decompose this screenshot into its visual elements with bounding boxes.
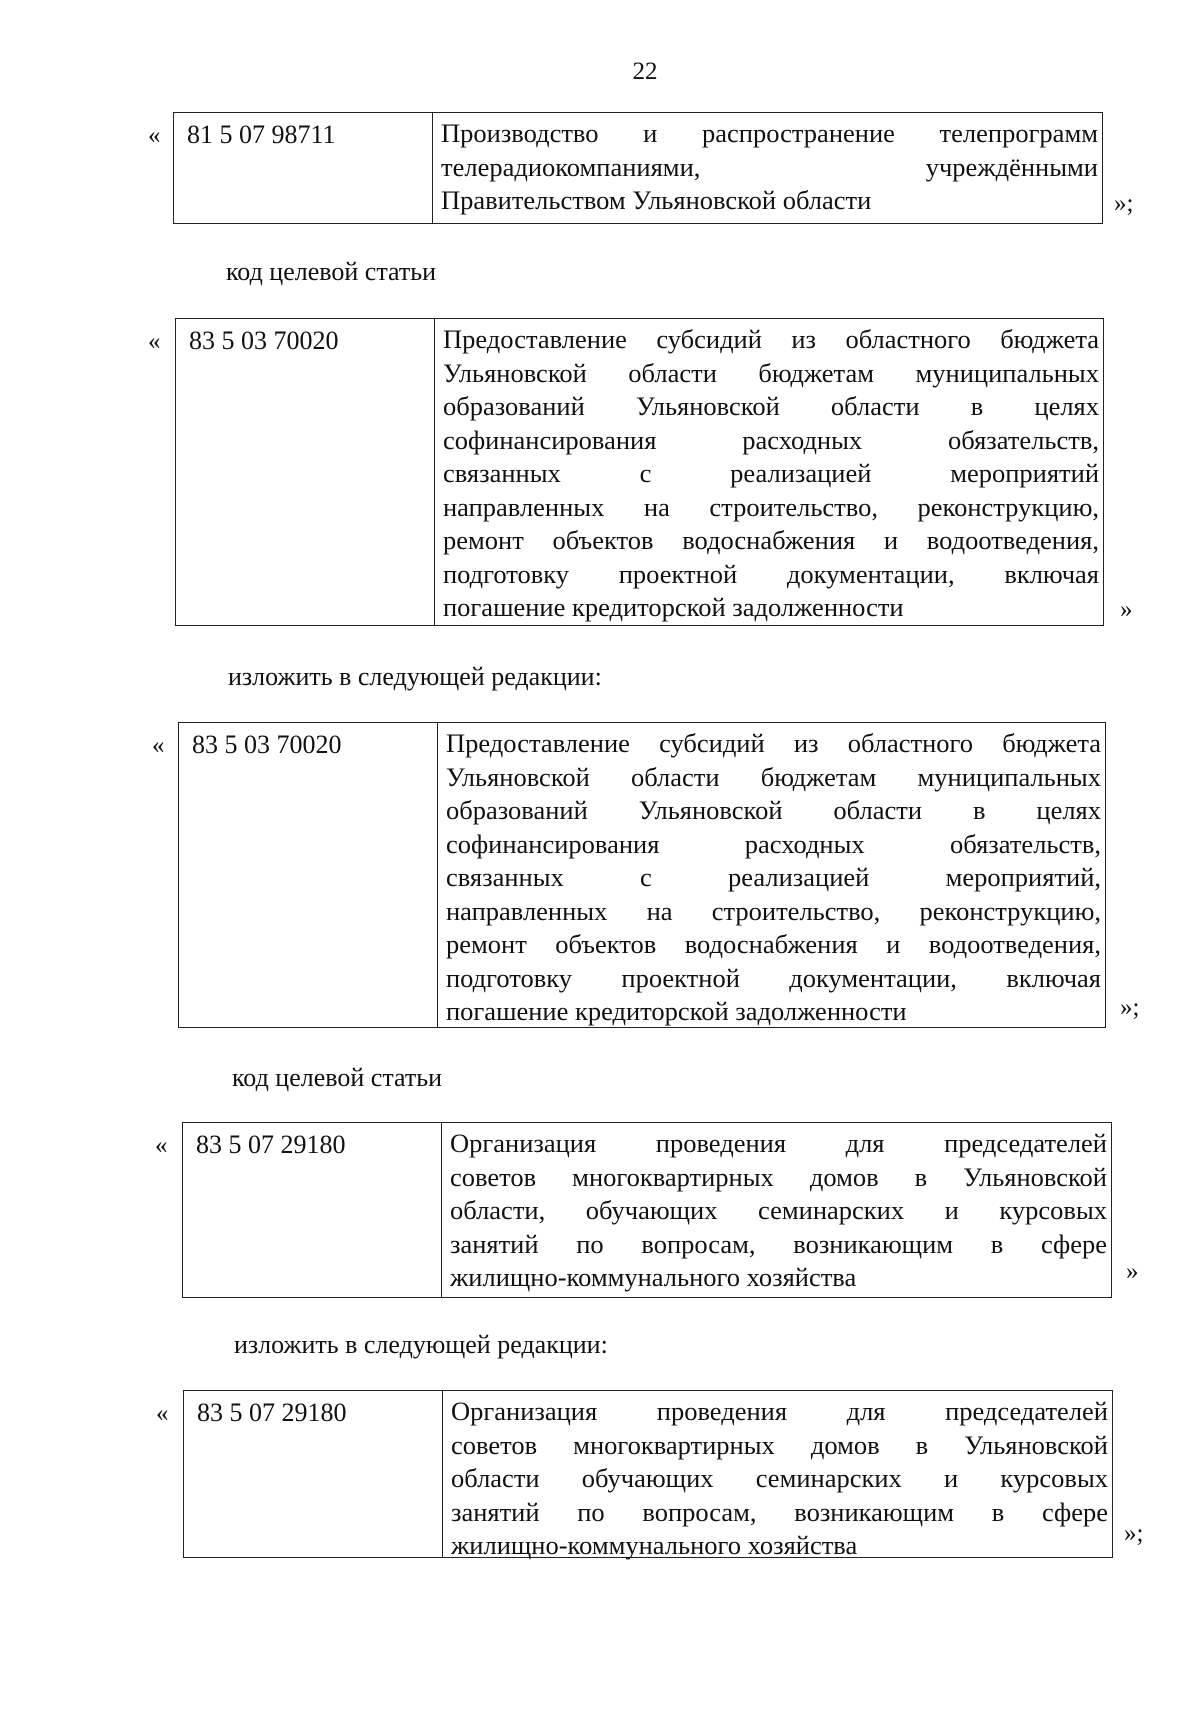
description-line: подготовку проектной документации, включая (446, 962, 1101, 993)
page-number: 22 (632, 58, 658, 85)
target-code-cell: 83 5 03 70020 (179, 723, 438, 1027)
caption-new-edition: изложить в следующей редакции: (228, 662, 602, 691)
description-line: советов многоквартирных домов в Ульяновской (450, 1161, 1107, 1192)
opening-quote: « (152, 732, 165, 759)
opening-quote: « (156, 1400, 169, 1427)
description-line: области обучающих семинарских и курсовых (451, 1463, 1108, 1493)
target-code-cell: 83 5 07 29180 (183, 1123, 442, 1297)
opening-quote: « (148, 328, 161, 355)
closing-quote: » (1126, 1258, 1139, 1285)
description-line: связанных с реализацией мероприятий, (446, 862, 1101, 892)
description-cell (440, 1123, 1111, 1297)
caption-new-edition: изложить в следующей редакции: (234, 1330, 608, 1359)
target-code-cell: 81 5 07 98711 (174, 113, 433, 223)
description-line: образований Ульяновской области в целях (446, 795, 1101, 825)
description-line: Предоставление субсидий из областного бюджета (446, 728, 1101, 758)
description-line: жилищно-коммунального хозяйства (450, 1262, 857, 1292)
entry-table (178, 722, 1106, 1028)
description-line: погашение кредиторской задолженности (443, 592, 904, 622)
description-line: занятий по вопросам, возникающим в сфере (450, 1228, 1107, 1259)
description-line: Производство и распространение телепрограмм (441, 118, 1098, 148)
description-line: образований Ульяновской области в целях (443, 391, 1099, 421)
description-line: подготовку проектной документации, включая (443, 558, 1099, 589)
description-line: направленных на строительство, реконструкцию, (443, 491, 1099, 522)
opening-quote: « (148, 122, 161, 149)
description-line: погашение кредиторской задолженности (446, 996, 907, 1026)
closing-quote: »; (1114, 190, 1134, 217)
description-line: ремонт объектов водоснабжения и водоотведения, (446, 929, 1101, 959)
caption-target-code: код целевой статьи (226, 257, 436, 286)
description-line: Организация проведения для председателей (451, 1396, 1108, 1426)
description-line: телерадиокомпаниями, учреждёнными (441, 151, 1098, 182)
description-line: софинансирования расходных обязательств, (443, 424, 1099, 455)
description-cell (436, 723, 1105, 1027)
closing-quote: » (1120, 596, 1133, 623)
description-line: ремонт объектов водоснабжения и водоотведения, (443, 525, 1099, 555)
description-line: Ульяновской области бюджетам муниципальных (443, 357, 1099, 388)
description-line: направленных на строительство, реконструкцию, (446, 895, 1101, 926)
description-line: советов многоквартирных домов в Ульяновской (451, 1429, 1108, 1460)
closing-quote: »; (1124, 1520, 1144, 1547)
description-line: области, обучающих семинарских и курсовых (450, 1195, 1107, 1225)
entry-table (173, 112, 1103, 224)
description-line: Предоставление субсидий из областного бюджета (443, 324, 1099, 354)
description-line: Организация проведения для председателей (450, 1128, 1107, 1158)
description-cell (431, 113, 1102, 223)
description-line: связанных с реализацией мероприятий (443, 458, 1099, 488)
target-code-cell: 83 5 07 29180 (184, 1391, 443, 1557)
description-cell (441, 1391, 1112, 1560)
target-code-cell: 83 5 03 70020 (176, 319, 435, 625)
entry-table (175, 318, 1104, 626)
description-line: жилищно-коммунального хозяйства (451, 1530, 858, 1560)
description-cell (433, 319, 1103, 625)
entry-table (183, 1390, 1113, 1558)
entry-table (182, 1122, 1112, 1298)
description-line: Правительством Ульяновской области (441, 185, 872, 215)
description-line: софинансирования расходных обязательств, (446, 828, 1101, 859)
caption-target-code: код целевой статьи (232, 1063, 442, 1092)
description-line: Ульяновской области бюджетам муниципальных (446, 761, 1101, 792)
closing-quote: »; (1120, 994, 1140, 1021)
description-line: занятий по вопросам, возникающим в сфере (451, 1496, 1108, 1527)
opening-quote: « (155, 1132, 168, 1159)
